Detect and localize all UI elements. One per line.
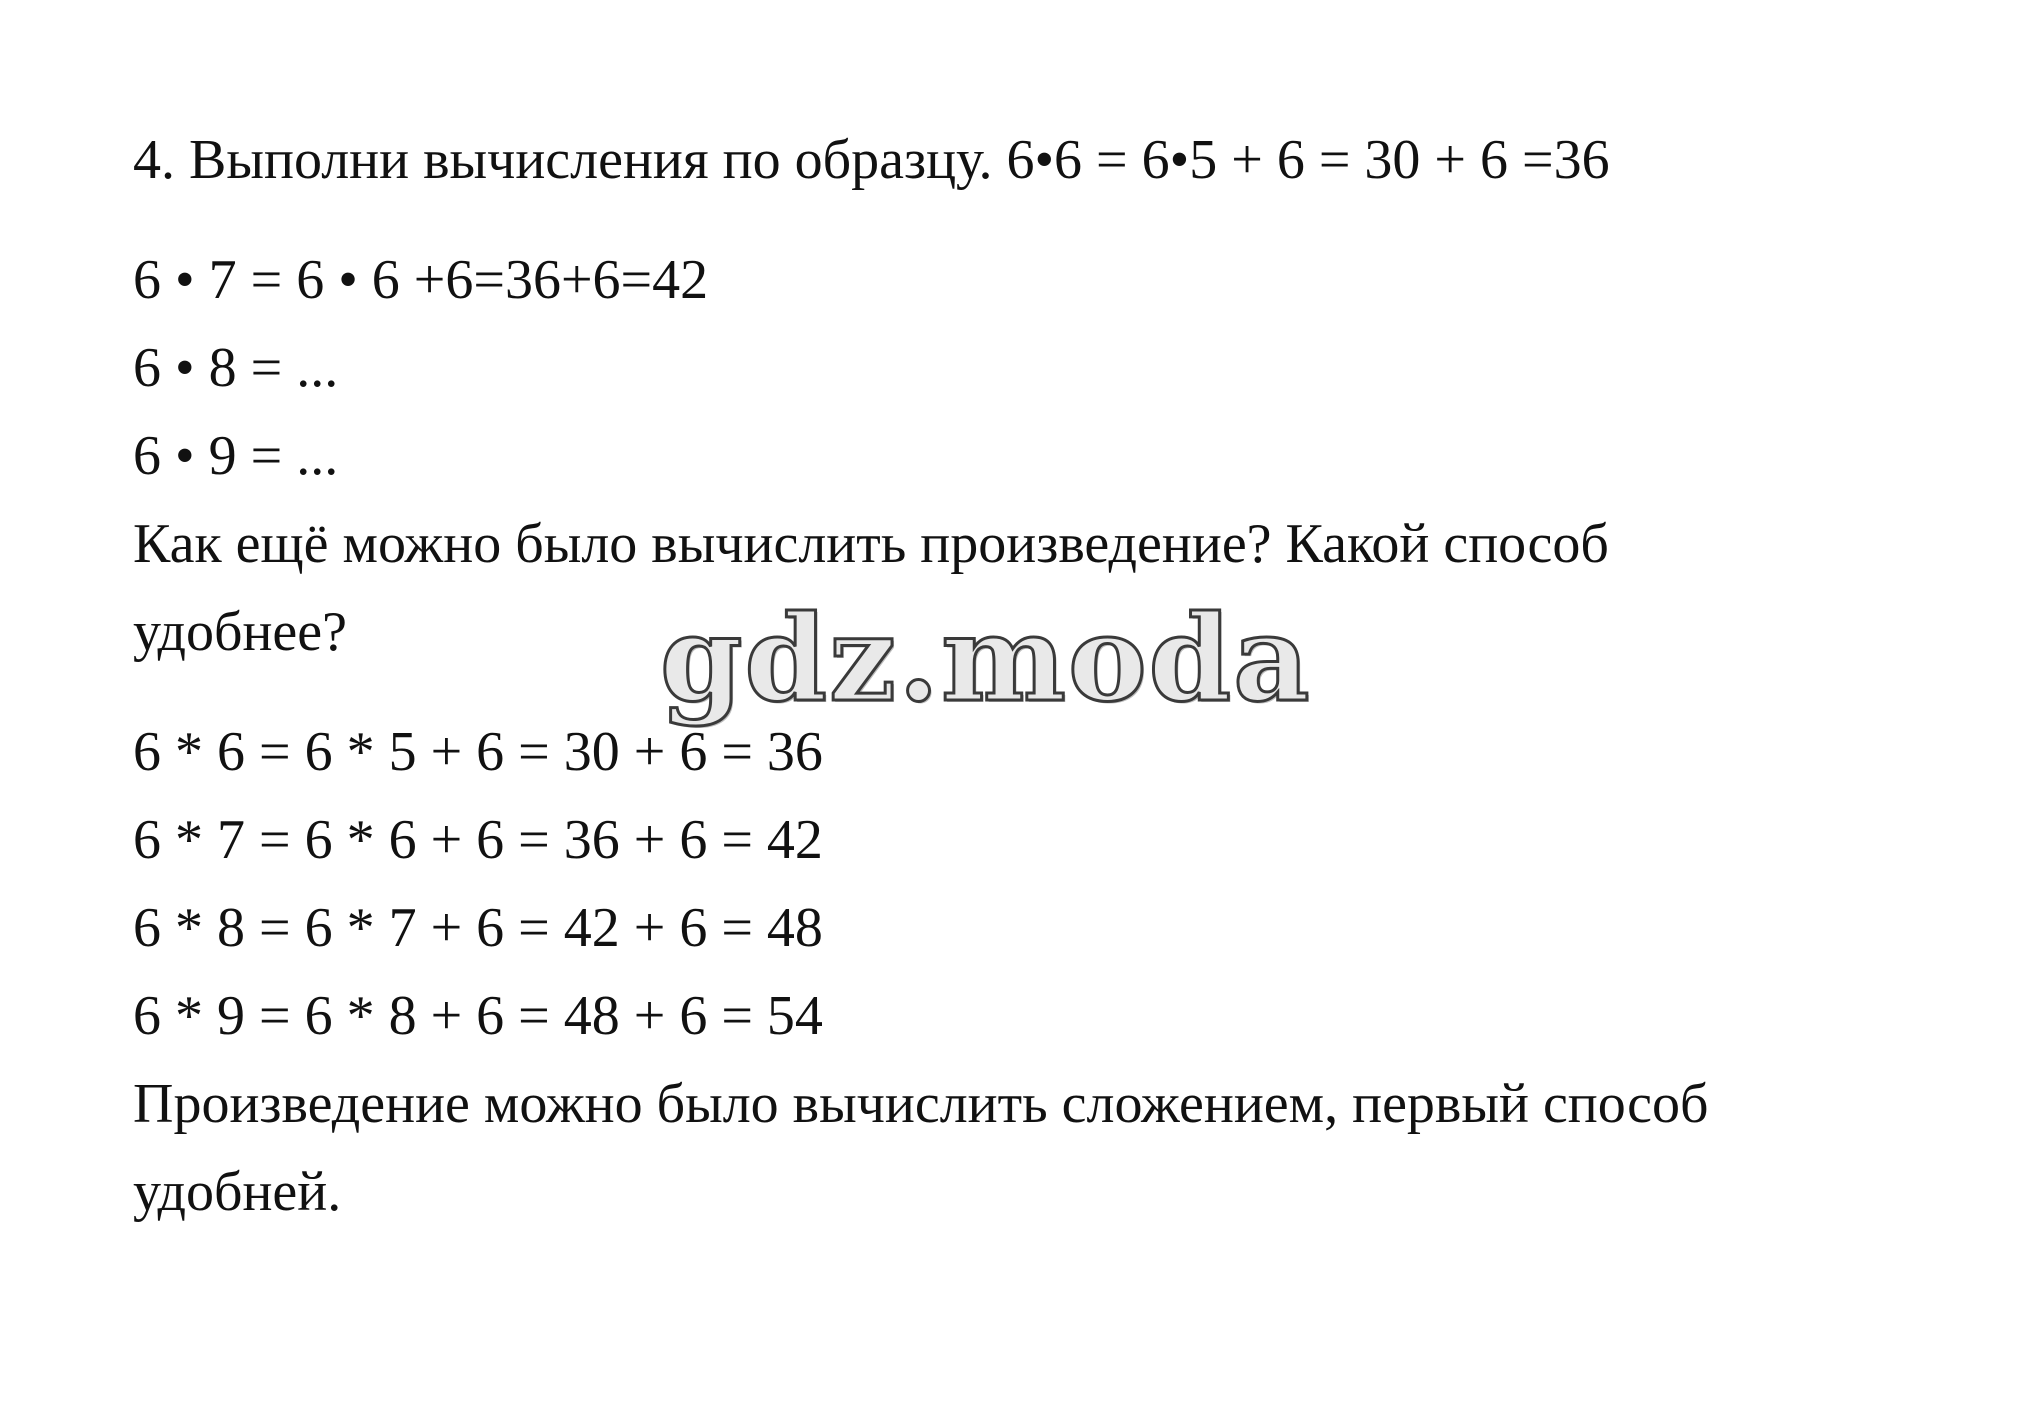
watermark-logo: gdz.moda — [660, 589, 1312, 728]
answer-line: 6 * 7 = 6 * 6 + 6 = 36 + 6 = 42 — [133, 809, 823, 871]
task-line: 6 • 8 = ... — [133, 337, 339, 399]
task-line: 6 • 9 = ... — [133, 425, 339, 487]
task-heading: 4. Выполни вычисления по образцу. 6•6 = 6•5 + 6 = 30 + 6 =36 — [133, 129, 1610, 191]
answer-line: 6 * 9 = 6 * 8 + 6 = 48 + 6 = 54 — [133, 985, 823, 1047]
answer-line: 6 * 6 = 6 * 5 + 6 = 30 + 6 = 36 — [133, 721, 823, 783]
task-question-line: Как ещё можно было вычислить произведение? Какой способ — [133, 513, 1609, 575]
answer-conclusion-line: удобней. — [133, 1161, 342, 1223]
task-line: 6 • 7 = 6 • 6 +6=36+6=42 — [133, 249, 709, 311]
answer-conclusion-line: Произведение можно было вычислить сложением, первый способ — [133, 1073, 1709, 1135]
answer-line: 6 * 8 = 6 * 7 + 6 = 42 + 6 = 48 — [133, 897, 823, 959]
task-question-line: удобнее? — [133, 601, 347, 663]
